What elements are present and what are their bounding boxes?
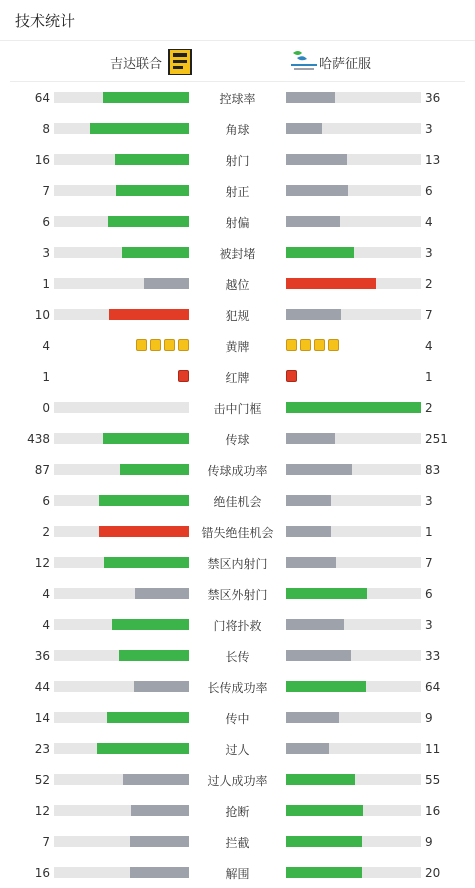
away-stat-bar — [286, 774, 421, 785]
away-stat-value: 33 — [425, 649, 441, 663]
away-stat-bar — [286, 526, 421, 537]
away-stat-bar — [286, 464, 421, 475]
away-stat-bar — [286, 247, 421, 258]
stat-row — [0, 516, 475, 547]
stat-row — [0, 857, 475, 888]
home-stat-bar-fill — [130, 867, 189, 878]
stat-row — [0, 175, 475, 206]
stat-row — [0, 113, 475, 144]
home-stat-bar — [54, 867, 189, 878]
home-stat-bar — [54, 464, 189, 475]
stats-list — [0, 82, 475, 888]
home-stat-value: 7 — [42, 184, 50, 198]
yellow-card-icon — [328, 339, 339, 351]
away-stat-bar — [286, 185, 421, 196]
yellow-card-icon — [164, 339, 175, 351]
away-stat-value: 16 — [425, 804, 441, 818]
home-stat-bar — [54, 433, 189, 444]
home-stat-bar — [54, 216, 189, 227]
away-stat-bar-fill — [286, 805, 363, 816]
yellow-card-icon — [286, 339, 297, 351]
home-stat-bar-fill — [120, 464, 189, 475]
home-stat-bar-fill — [103, 92, 189, 103]
home-stat-bar — [54, 836, 189, 847]
home-stat-bar-fill — [115, 154, 189, 165]
home-stat-bar — [54, 154, 189, 165]
home-stat-bar-fill — [103, 433, 189, 444]
ittihad-crest-icon — [165, 49, 198, 79]
home-stat-value: 16 — [34, 866, 50, 880]
home-stat-bar — [54, 247, 189, 258]
away-stat-bar-fill — [286, 867, 362, 878]
away-stat-value: 1 — [425, 370, 433, 384]
stat-label: 解围 — [225, 867, 250, 881]
home-stat-bar — [54, 92, 189, 103]
away-team-name: 哈萨征服 — [319, 57, 372, 72]
home-stat-bar-fill — [134, 681, 189, 692]
away-stat-value: 251 — [425, 432, 448, 446]
home-stat-value: 2 — [42, 525, 50, 539]
away-stat-bar — [286, 216, 421, 227]
away-stat-bar — [286, 712, 421, 723]
home-stat-value: 44 — [34, 680, 50, 694]
away-stat-value: 6 — [425, 587, 433, 601]
stat-row — [0, 299, 475, 330]
stat-row — [0, 423, 475, 454]
away-stat-bar-fill — [286, 309, 341, 320]
home-stat-bar — [54, 557, 189, 568]
away-stat-bar-fill — [286, 185, 348, 196]
away-stat-bar-fill — [286, 836, 362, 847]
stat-label: 红牌 — [225, 371, 250, 385]
home-stat-value: 1 — [42, 370, 50, 384]
away-stat-bar-fill — [286, 526, 331, 537]
away-stat-bar-fill — [286, 650, 351, 661]
away-stat-bar — [286, 278, 421, 289]
stat-row — [0, 547, 475, 578]
away-stat-bar-fill — [286, 123, 322, 134]
home-stat-bar-fill — [112, 619, 189, 630]
home-stat-bar — [54, 588, 189, 599]
home-stat-bar-fill — [122, 247, 190, 258]
stat-row — [0, 485, 475, 516]
away-stat-bar — [286, 309, 421, 320]
page-title: 技术统计 — [15, 12, 76, 30]
stat-label: 射偏 — [225, 216, 250, 230]
home-stat-bar — [54, 805, 189, 816]
stat-label: 门将扑救 — [213, 619, 262, 633]
away-stat-bar-fill — [286, 433, 335, 444]
away-stat-bar — [286, 650, 421, 661]
stat-label: 越位 — [225, 278, 250, 292]
away-stat-bar — [286, 92, 421, 103]
stat-label: 射正 — [225, 185, 250, 199]
stat-row — [0, 671, 475, 702]
red-card-icon — [286, 370, 297, 382]
away-stat-value: 3 — [425, 618, 433, 632]
away-stat-bar — [286, 836, 421, 847]
home-stat-value: 12 — [34, 804, 50, 818]
away-stat-value: 3 — [425, 494, 433, 508]
stat-row — [0, 454, 475, 485]
away-stat-bar — [286, 805, 421, 816]
home-stat-value: 7 — [42, 835, 50, 849]
stat-label: 传球成功率 — [207, 464, 268, 478]
stat-label: 长传成功率 — [207, 681, 268, 695]
stat-row — [0, 733, 475, 764]
stat-label: 犯规 — [225, 309, 250, 323]
al-fateh-crest-icon — [289, 49, 319, 77]
home-stat-value: 16 — [34, 153, 50, 167]
stat-label: 黄牌 — [225, 340, 250, 354]
away-stat-bar — [286, 619, 421, 630]
away-cards — [286, 370, 297, 382]
stat-row — [0, 268, 475, 299]
away-stat-value: 7 — [425, 308, 433, 322]
stat-label: 过人 — [225, 743, 250, 757]
stat-label: 击中门框 — [213, 402, 262, 416]
home-stat-bar — [54, 526, 189, 537]
away-stat-bar — [286, 867, 421, 878]
home-stat-bar-fill — [135, 588, 189, 599]
home-stat-bar — [54, 278, 189, 289]
home-stat-value: 64 — [34, 91, 50, 105]
away-stat-value: 55 — [425, 773, 441, 787]
away-stat-value: 20 — [425, 866, 441, 880]
yellow-card-icon — [178, 339, 189, 351]
home-stat-bar-fill — [99, 495, 189, 506]
stat-row — [0, 702, 475, 733]
away-stat-value: 11 — [425, 742, 441, 756]
home-stat-value: 3 — [42, 246, 50, 260]
stat-row — [0, 764, 475, 795]
stat-label: 过人成功率 — [207, 774, 268, 788]
away-stat-value: 1 — [425, 525, 433, 539]
stat-label: 传中 — [225, 712, 250, 726]
home-stat-value: 4 — [42, 587, 50, 601]
home-stat-value: 23 — [34, 742, 50, 756]
away-stat-value: 36 — [425, 91, 441, 105]
stat-row — [0, 392, 475, 423]
home-stat-bar-fill — [90, 123, 189, 134]
away-stat-bar-fill — [286, 619, 344, 630]
stat-row — [0, 144, 475, 175]
away-stat-bar — [286, 154, 421, 165]
stat-label: 抢断 — [225, 805, 250, 819]
home-stat-value: 10 — [34, 308, 50, 322]
home-stat-bar-fill — [107, 712, 189, 723]
home-stat-bar-fill — [144, 278, 189, 289]
home-stat-bar-fill — [104, 557, 189, 568]
away-stat-bar-fill — [286, 464, 352, 475]
stat-row — [0, 640, 475, 671]
home-stat-bar-fill — [123, 774, 189, 785]
home-stat-bar-fill — [116, 185, 189, 196]
away-stat-bar-fill — [286, 588, 367, 599]
home-stat-value: 52 — [34, 773, 50, 787]
away-stat-bar-fill — [286, 92, 335, 103]
away-stat-value: 9 — [425, 835, 433, 849]
away-stat-bar — [286, 588, 421, 599]
stat-label: 绝佳机会 — [213, 495, 262, 509]
away-stat-bar-fill — [286, 402, 421, 413]
away-stat-bar — [286, 433, 421, 444]
away-stat-bar — [286, 495, 421, 506]
stat-label: 角球 — [225, 123, 250, 137]
stat-label: 被封堵 — [219, 247, 256, 261]
stat-row — [0, 82, 475, 113]
yellow-card-icon — [300, 339, 311, 351]
home-stat-bar — [54, 774, 189, 785]
home-stat-bar-fill — [119, 650, 189, 661]
home-stat-value: 4 — [42, 618, 50, 632]
home-stat-value: 36 — [34, 649, 50, 663]
away-stat-bar-fill — [286, 743, 329, 754]
home-stat-value: 1 — [42, 277, 50, 291]
away-stat-value: 64 — [425, 680, 441, 694]
stat-row — [0, 206, 475, 237]
home-stat-bar — [54, 681, 189, 692]
stat-row — [0, 361, 475, 392]
away-stat-bar-fill — [286, 774, 355, 785]
home-stat-bar — [54, 185, 189, 196]
away-stat-value: 13 — [425, 153, 441, 167]
away-stat-value: 2 — [425, 401, 433, 415]
away-stat-bar — [286, 557, 421, 568]
away-stat-bar-fill — [286, 278, 376, 289]
away-stat-bar-fill — [286, 495, 331, 506]
home-stat-bar — [54, 619, 189, 630]
home-stat-bar-fill — [131, 805, 189, 816]
stat-row — [0, 578, 475, 609]
away-stat-bar-fill — [286, 681, 366, 692]
away-stat-value: 7 — [425, 556, 433, 570]
home-stat-value: 14 — [34, 711, 50, 725]
stat-label: 禁区外射门 — [207, 588, 268, 602]
home-stat-bar-fill — [108, 216, 189, 227]
teams-row — [10, 41, 465, 82]
home-stat-bar-fill — [130, 836, 189, 847]
stat-row — [0, 826, 475, 857]
red-card-icon — [178, 370, 189, 382]
home-stat-bar-fill — [99, 526, 189, 537]
home-stat-value: 4 — [42, 339, 50, 353]
stat-label: 拦截 — [225, 836, 250, 850]
away-stat-bar-fill — [286, 557, 336, 568]
stat-row — [0, 237, 475, 268]
stat-label: 射门 — [225, 154, 250, 168]
away-stat-value: 9 — [425, 711, 433, 725]
away-stat-bar — [286, 123, 421, 134]
yellow-card-icon — [150, 339, 161, 351]
away-stat-value: 3 — [425, 246, 433, 260]
home-team-name: 吉达联合 — [109, 57, 162, 72]
home-stat-bar — [54, 712, 189, 723]
home-stat-bar — [54, 495, 189, 506]
home-stat-bar — [54, 123, 189, 134]
home-stat-bar-fill — [109, 309, 189, 320]
home-stat-bar — [54, 650, 189, 661]
away-stat-bar-fill — [286, 216, 340, 227]
stat-label: 长传 — [225, 650, 250, 664]
home-stat-value: 6 — [42, 494, 50, 508]
home-cards — [178, 370, 189, 382]
away-stat-value: 2 — [425, 277, 433, 291]
away-stat-value: 4 — [425, 339, 433, 353]
stat-label: 错失绝佳机会 — [201, 526, 274, 540]
away-stat-value: 4 — [425, 215, 433, 229]
stat-row — [0, 609, 475, 640]
away-stat-value: 83 — [425, 463, 441, 477]
home-stat-value: 8 — [42, 122, 50, 136]
home-stat-value: 87 — [34, 463, 50, 477]
away-stat-bar — [286, 681, 421, 692]
stat-label: 禁区内射门 — [207, 557, 268, 571]
stat-label: 传球 — [225, 433, 250, 447]
stat-row — [0, 795, 475, 826]
stat-row — [0, 330, 475, 361]
away-stat-bar — [286, 743, 421, 754]
away-stat-bar-fill — [286, 154, 347, 165]
home-stat-value: 438 — [27, 432, 50, 446]
home-stat-bar — [54, 402, 189, 413]
away-cards — [286, 339, 339, 351]
away-stat-bar-fill — [286, 712, 339, 723]
home-stat-value: 0 — [42, 401, 50, 415]
away-stat-value: 3 — [425, 122, 433, 136]
home-stat-bar — [54, 743, 189, 754]
home-stat-value: 6 — [42, 215, 50, 229]
yellow-card-icon — [314, 339, 325, 351]
away-stat-bar-fill — [286, 247, 354, 258]
home-cards — [136, 339, 189, 351]
away-stat-value: 6 — [425, 184, 433, 198]
away-stat-bar — [286, 402, 421, 413]
home-stat-bar-fill — [97, 743, 189, 754]
stats-header — [0, 0, 475, 41]
home-stat-bar — [54, 309, 189, 320]
yellow-card-icon — [136, 339, 147, 351]
home-stat-value: 12 — [34, 556, 50, 570]
stat-label: 控球率 — [219, 92, 256, 106]
